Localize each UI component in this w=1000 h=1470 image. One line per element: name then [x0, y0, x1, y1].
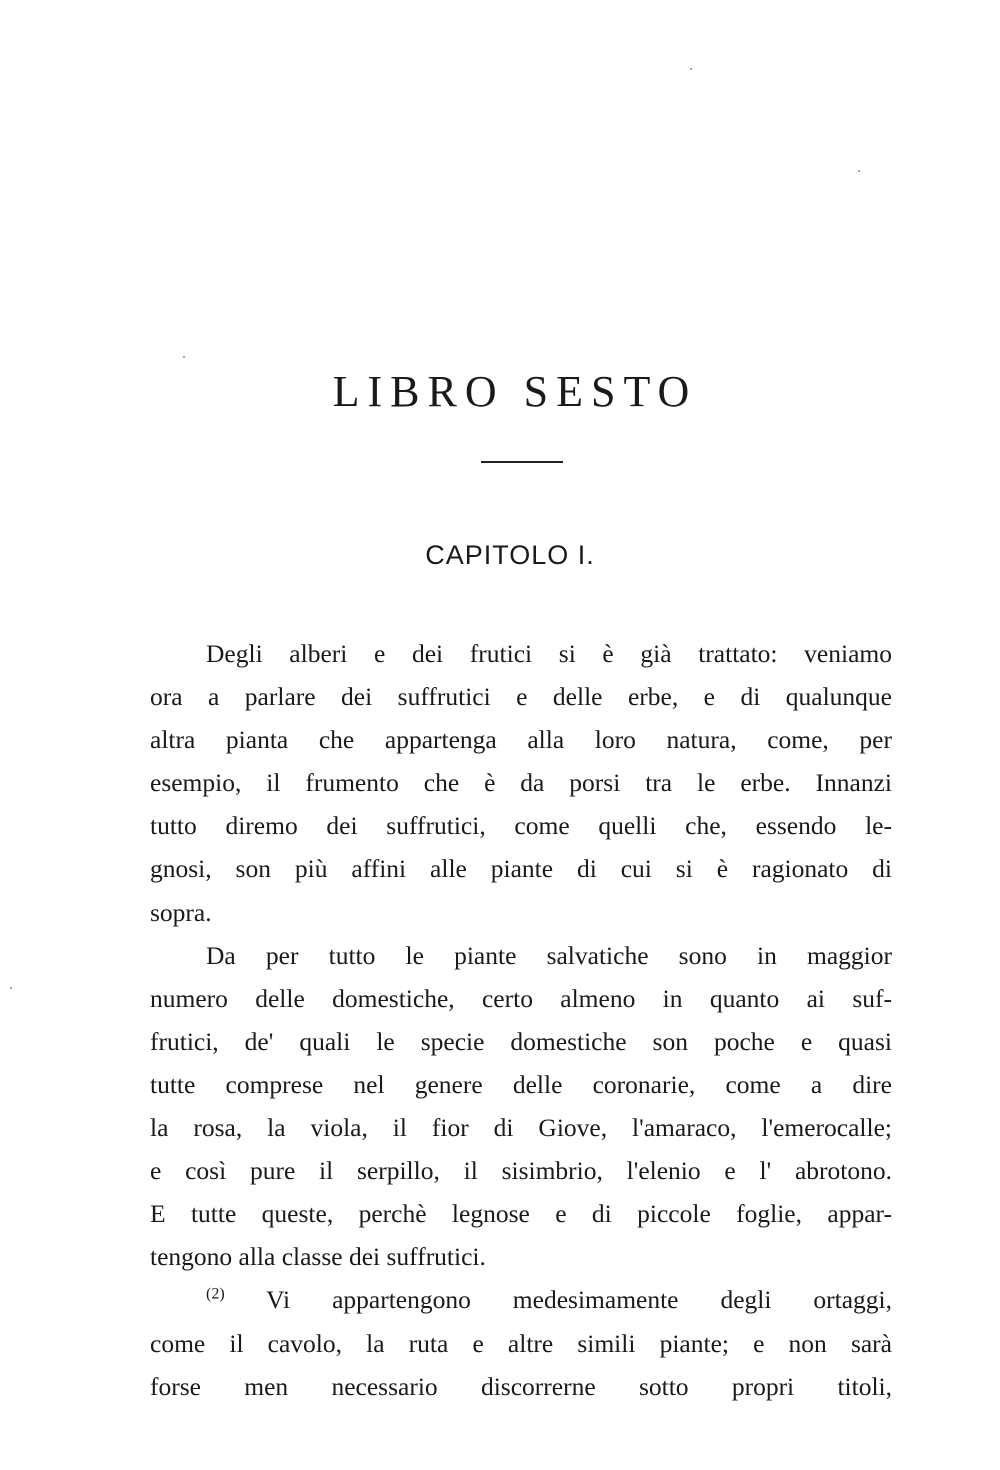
text-line	[150, 1278, 892, 1321]
text-line: numero delle domestiche, certo almeno in quanto ai suf-	[150, 983, 892, 1013]
chapter-body-text	[150, 632, 892, 1408]
text-line: frutici, de' quali le specie domestiche son poche e quasi	[150, 1026, 892, 1056]
print-speck	[183, 356, 185, 358]
paragraph-1	[150, 632, 892, 934]
text-line: sopra.	[150, 897, 212, 927]
text-line: gnosi, son più affini alle piante di cui si è ragionato di	[150, 854, 892, 884]
text-line-rest: Vi appartengono medesimamente degli ortaggi,	[266, 1285, 892, 1315]
text-line: la rosa, la viola, il fior di Giove, l'amaraco, l'emerocalle;	[150, 1113, 892, 1143]
text-line: altra pianta che appartenga alla loro natura, come, per	[150, 725, 892, 755]
text-line: Da per tutto le piante salvatiche sono in maggior	[206, 940, 892, 970]
text-line: esempio, il frumento che è da porsi tra le erbe. Innanzi	[150, 768, 892, 798]
paragraph-3	[150, 1278, 892, 1407]
chapter-heading: CAPITOLO I.	[425, 540, 595, 570]
title-rule	[481, 461, 563, 463]
footnote-marker: (2)	[206, 1285, 225, 1303]
text-line: E tutte queste, perchè legnose e di piccole foglie, appar-	[150, 1199, 892, 1229]
text-line: e così pure il serpillo, il sisimbrio, l'elenio e l' abrotono.	[150, 1156, 892, 1186]
text-line: tengono alla classe dei suffrutici.	[150, 1242, 486, 1272]
text-line: tutte comprese nel genere delle coronarie, come a dire	[150, 1069, 892, 1099]
text-line: tutto diremo dei suffrutici, come quelli che, essendo le-	[150, 811, 892, 841]
print-speck	[10, 987, 12, 989]
text-line: come il cavolo, la ruta e altre simili piante; e non sarà	[150, 1328, 892, 1358]
print-speck	[858, 170, 860, 172]
text-line: Degli alberi e dei frutici si è già trattato: veniamo	[206, 639, 892, 668]
book-title: LIBRO SESTO	[332, 367, 698, 416]
paragraph-2	[150, 934, 892, 1279]
text-line: ora a parlare dei suffrutici e delle erbe, e di qualunque	[150, 682, 892, 712]
text-line: forse men necessario discorrerne sotto propri titoli,	[150, 1371, 892, 1401]
print-speck	[690, 68, 692, 70]
